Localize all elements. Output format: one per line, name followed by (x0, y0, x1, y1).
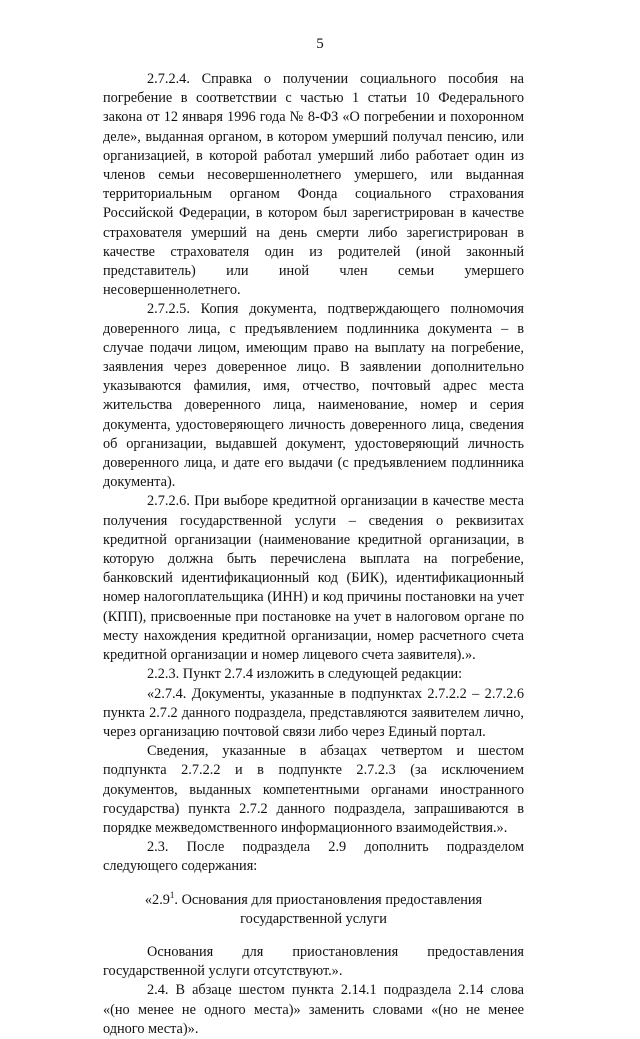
paragraph-2-7-2-4: 2.7.2.4. Справка о получении социального пособия на погребение в соответствии с частью 1 статьи 10 Федерального закона от 12 января 1996 года № 8-ФЗ «О погребении и похоронном деле», выданная органом, в котором умерший получал пенсию, или организацией, в которой работал умерший либо работает один из членов семьи несовершеннолетнего умершего, или выданная территориальным органом Фонда социального страхования Российской Федерации, в котором был зарегистрирован в качестве страхователя умерший на день смерти либо зарегистрирован в качестве страхователя один из родителей (иной законный представитель) или иной член семьи умершего несовершеннолетнего. (103, 71, 524, 299)
paragraph-osnovaniya: Основания для приостановления предоставления государственной услуги отсутствуют.». (103, 943, 524, 980)
heading-line-1: . Основания для приостановления предоставления (174, 891, 483, 908)
document-body (103, 70, 524, 1039)
paragraph-2-7-2-5: 2.7.2.5. Копия документа, подтверждающего полномочия доверенного лица, с предъявлением подлинника документа – в случае подачи лицом, имеющим право на выплату на погребение, заявления через доверенное лицо. В заявлении дополнительно указываются фамилия, имя, отчество, почтовый адрес места жительства доверенного лица, наименование, номер и серия документа, удостоверяющего личность доверенного лица, сведения об организации, выдавшей документ, удостоверяющий личность доверенного лица, и дате его выдачи (с предъявлением подлинника документа). (103, 301, 524, 491)
paragraph-2-7-4: «2.7.4. Документы, указанные в подпунктах 2.7.2.2 – 2.7.2.6 пункта 2.7.2 данного подраздела, представляются заявителем лично, через организацию почтовой связи либо через Единый портал. (103, 685, 524, 740)
page-number: 5 (316, 36, 324, 52)
paragraph-2-2-3: 2.2.3. Пункт 2.7.4 изложить в следующей редакции: (147, 666, 463, 683)
paragraph-2-7-2-6: 2.7.2.6. При выборе кредитной организации в качестве места получения государственной услуги – сведения о реквизитах кредитной организации (наименование кредитной организации, в которую должна быть перечислена выплата на погребение, банковский идентификационный код (БИК), идентификационный номер налогоплательщика (ИНН) и код причины постановки на учет (КПП), присвоенные при постановке на учет в налоговом органе по месту нахождения кредитной организации, номер расчетного счета кредитной организации и номер лицевого счета заявителя).». (103, 493, 524, 664)
heading-line-2: государственной услуги (240, 910, 387, 927)
paragraph-2-3: 2.3. После подраздела 2.9 дополнить подразделом следующего содержания: (103, 839, 524, 875)
section-heading (103, 891, 524, 929)
paragraph-svedeniya: Сведения, указанные в абзацах четвертом и шестом подпункта 2.7.2.2 и в подпункте 2.7.2.3 (за исключением документов, выданных компетентными органами иностранного государства) пункта 2.7.2 данного подраздела, запрашиваются в порядке межведомственного информационного взаимодействия.». (103, 743, 524, 836)
paragraph-2-4: 2.4. В абзаце шестом пункта 2.14.1 подраздела 2.14 слова «(но менее не одного места)» заменить словами «(но не менее одного места)». (103, 982, 524, 1037)
heading-prefix: «2.9 (144, 891, 170, 908)
heading-superscript: 1 (169, 889, 175, 900)
